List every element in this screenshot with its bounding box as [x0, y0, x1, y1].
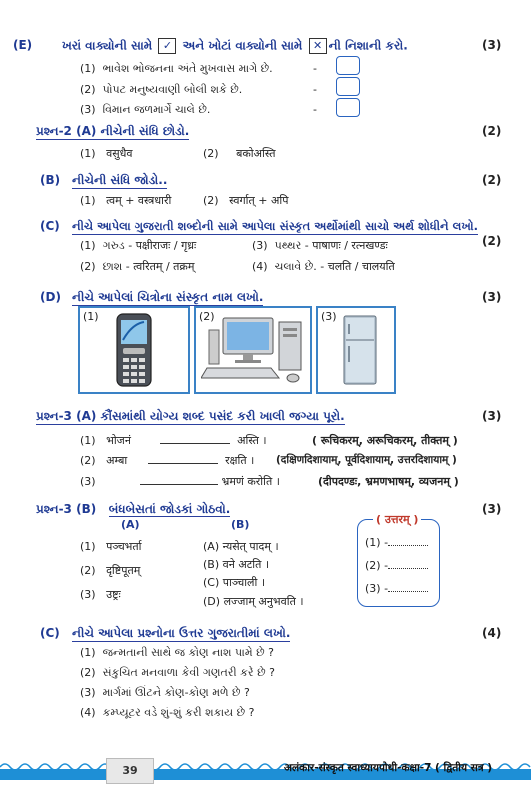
list-item: (3) પથ્થર - पाषाणः / रत्नखण्डः: [252, 239, 388, 252]
list-item: (A) न्यसेत् पादम् ।: [203, 540, 279, 553]
blank-line[interactable]: [148, 454, 218, 464]
section-e-heading: [62, 38, 408, 54]
list-item: (1) ભાવેશ ભોજનના અંતે મુખવાસ માગે છે.: [80, 62, 273, 75]
list-item: (2) दृष्टिपूतम्: [80, 564, 141, 577]
section-e-heading-part-b: અને ખોટાં વાક્યોની સામે: [182, 38, 303, 53]
section-e-marks: (3): [482, 38, 502, 52]
list-item: (2) बकोअस्ति: [203, 147, 276, 160]
picture-number: (2): [199, 310, 215, 323]
q2a-marks: (2): [482, 124, 502, 138]
blank-line[interactable]: [140, 475, 218, 485]
page-number-tab: [106, 758, 152, 782]
picture-box: [316, 306, 396, 394]
list-item: (1) त्वम् + वस्त्रधारी: [80, 194, 172, 207]
answer-line[interactable]: (3) -: [365, 582, 428, 595]
list-item: (3) માર્ગમાં ઊંટને કોણ-કોણ મળે છે ?: [80, 686, 250, 699]
q2d-heading: નીચે આપેલાં ચિત્રોના સંસ્કૃત નામ લખો.: [72, 290, 264, 304]
q3a-marks: (3): [482, 409, 502, 423]
list-item: (B) वने अटति ।: [203, 558, 270, 571]
list-item: (1) पञ्चभर्ता: [80, 540, 142, 553]
list-item: (2) પોપટ મનુષ્યવાણી બોલી શકે છે.: [80, 83, 243, 96]
picture-number: (3): [321, 310, 337, 323]
column-b-header: (B): [231, 518, 250, 531]
list-item: (D) लज्जाम् अनुभवति ।: [203, 595, 304, 608]
q2c-heading: નીચે આપેલા ગુજરાતી શબ્દોની સામે આપેલા સંસ્કૃત અર્થોમાંથી સાચો અર્થ શોધીને લખો.: [72, 219, 479, 233]
options-text: ( रूचिकरम्, अरूचिकरम्, तीक्तम् ): [312, 434, 458, 447]
list-item: (1) वसुधैव: [80, 147, 133, 160]
mobile-phone-icon: [114, 312, 154, 388]
answer-box[interactable]: [336, 98, 360, 117]
answer-box[interactable]: [336, 56, 360, 75]
list-item: (1) ગરુડ - पक्षीराजः / गृध्रः: [80, 239, 197, 252]
blank-line[interactable]: [160, 434, 230, 444]
q3a-heading: પ્રશ્ન-3 (A) કૌંસમાંથી યોગ્ય શબ્દ પસંદ કરી ખાલી જગ્યા પૂરો.: [36, 409, 345, 423]
q2d-label: (D): [40, 290, 61, 304]
list-item: (C) पाञ्चाली ।: [203, 576, 266, 589]
q2c-label: (C): [40, 219, 60, 233]
list-item: (3) વિમાન જળમાર્ગે ચાલે છે.: [80, 103, 211, 116]
page-number: 39: [106, 758, 154, 784]
column-a-header: (A): [121, 518, 140, 531]
answer-panel-title: ( उत्तरम् ): [373, 512, 421, 527]
q3b-heading: પ્રશ્ન-3 (B) બંધબેસતાં જોડકાં ગોઠવો.: [36, 502, 231, 516]
list-item: (2) સંકુચિત મનવાળા કેવી ગણતરી કરે છે ?: [80, 666, 275, 679]
picture-number: (1): [83, 310, 99, 323]
fill-blank-row: (2) अम्बा रक्षति ।: [80, 454, 255, 467]
section-e-heading-part-c: ની નિશાની કરો.: [328, 38, 408, 53]
q2b-heading: નીચેની સંધિ જોડો..: [72, 173, 168, 187]
cross-icon: ✕: [309, 38, 327, 54]
tick-icon: ✓: [158, 38, 176, 54]
q3c-heading: નીચે આપેલા પ્રશ્નોના ઉત્તર ગુજરાતીમાં લખો.: [72, 626, 291, 640]
answer-line[interactable]: (1) -: [365, 536, 428, 549]
fill-blank-row: (1) भोजनं अस्ति ।: [80, 434, 267, 447]
section-e-label: (E): [13, 38, 33, 52]
list-item: (4) ચલાવે છે. - चलति / चालयति: [252, 260, 395, 273]
item-dash: -: [313, 103, 317, 116]
book-title: अलंकार-संस्कृत स्वाध्यायपोथी-कक्षा-7 ( द्वितीय सत्र ): [284, 762, 493, 774]
list-item: (1) જન્મતાની સાથે જ કોણ નાશ પામે છે ?: [80, 646, 274, 659]
options-text: (दक्षिणदिशायाम्, पूर्वदिशायाम्, उत्तरदिशायाम् ): [276, 454, 457, 466]
picture-box: [194, 306, 312, 394]
q2d-marks: (3): [482, 290, 502, 304]
list-item: (4) કમ્પ્યૂટર વડે શું-શું કરી શકાય છે ?: [80, 706, 255, 719]
picture-box: [78, 306, 190, 394]
q2b-marks: (2): [482, 173, 502, 187]
item-dash: -: [313, 83, 317, 96]
q2a-heading: પ્રશ્ન-2 (A) નીચેની સંધિ છોડો.: [36, 124, 190, 138]
q2b-label: (B): [40, 173, 61, 187]
list-item: (3) उष्ट्रः: [80, 588, 121, 601]
item-dash: -: [313, 62, 317, 75]
q3c-label: (C): [40, 626, 60, 640]
refrigerator-icon: [340, 314, 380, 386]
options-text: (दीपदण्डः, भ्रमणभाषम्, व्यजनम् ): [318, 475, 459, 488]
answer-line[interactable]: (2) -: [365, 559, 428, 572]
q3b-marks: (3): [482, 502, 502, 516]
list-item: (2) स्वर्गात् + अपि: [203, 194, 289, 207]
q2c-marks: (2): [482, 234, 502, 248]
answer-box[interactable]: [336, 77, 360, 96]
list-item: (2) છાશ - त्वरितम् / तक्रम्: [80, 260, 195, 273]
fill-blank-row: (3) भ्रमणं करोति ।: [80, 475, 280, 488]
q3c-marks: (4): [482, 626, 502, 640]
section-e-heading-part-a: ખરાં વાક્યોની સામે: [62, 38, 153, 53]
desktop-computer-icon: [201, 316, 307, 388]
